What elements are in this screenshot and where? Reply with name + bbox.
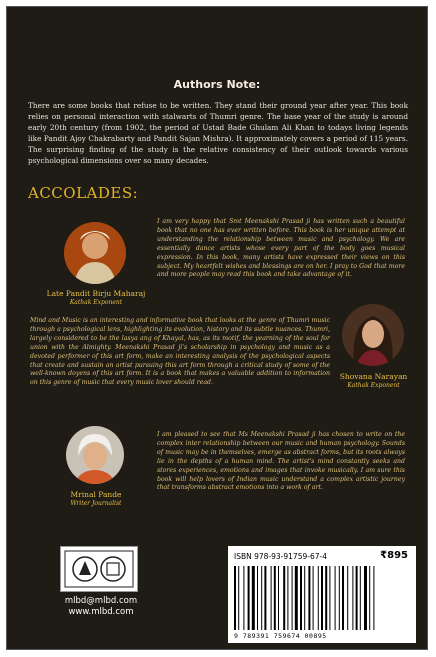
isbn-label: ISBN 978-93-91759-67-4 [234, 552, 327, 561]
barcode-digits: 9 789391 759674 00895 [234, 632, 327, 640]
isbn-barcode-block [228, 546, 416, 643]
price-label: ₹895 [380, 550, 408, 561]
portrait-shovana-narayan [342, 304, 404, 366]
accolade-name-3: Mrinal Pande [70, 490, 122, 499]
accolades-heading: ACCOLADES: [28, 184, 139, 202]
accolade-role-2: Kathak Exponent [347, 382, 400, 389]
accolade-quote-1: I am very happy that Smt Meenakshi Prasad ji has written such a beautiful book that no one has ever written before. This book is her unique attempt at understanding the relationship between music and psychology. We are essentially dance artists whose every part of the body goes musical expression. In this book, many artists have expressed their views on this subject. My heartfelt wishes and blessings are on her. I pray to God that more and more people may read this book and take advantage of it. [157, 218, 405, 279]
authors-note-body: There are some books that refuse to be written. They stand their ground year after year. This book relies on personal interaction with stalwarts of Thumri genre. The base year of the study is around early 20th century (from 1902, the period of Ustad Bade Ghulam Ali Khan to todays living legends like Pandit Ajoy Chakrabarty and Pandit Sajan Mishra). It approximately covers a period of 115 years. The surprising finding of the study is the relative consistency of their outlook towards various psychological dimensions over so many decades. [28, 101, 408, 165]
portrait-mrinal-pande [66, 426, 124, 484]
publisher-email: mlbd@mlbd.com [64, 596, 138, 606]
book-back-cover [6, 6, 428, 650]
accolade-role-1: Kathak Exponent [69, 299, 123, 306]
accolade-quote-3: I am pleased to see that Ms Meenakshi Prasad ji has chosen to write on the complex inter relationship between our music and human psychology. Sounds of music may be in themselves, emerge as abstract forms, but its roots always lie in the depths of a human mind. The artist's mind constantly seeks and stores experiences, emotions and images that invoke musically. I am sure this book will help lovers of Indian music understand a complex artistic journey that transforms abstract emotions into a work of art. [157, 431, 405, 492]
accolade-name-2: Shovana Narayan [339, 372, 408, 381]
authors-note-title: Authors Note: [173, 78, 261, 91]
accolade-name-1: Late Pandit Birju Maharaj [46, 289, 146, 298]
accolade-role-3: Writer Journalist [70, 500, 122, 507]
publisher-website: www.mlbd.com [68, 607, 134, 617]
barcode-bars [234, 566, 410, 630]
accolade-quote-2: Mind and Music is an interesting and informative book that looks at the genre of Thumri music through a psychological lens, highlighting its evolution, history and its subtle nuances. Thumri, largely considered to be the lasya ang of Khayal, has, as its motif, the yearning of the soul for union with the Almighty. Meenakshi Prasad ji's scholarship in psychology and music as a devoted performer of this art form, make an interesting analysis of the psychological aspects that create and sustain an artist pursuing this art form through a critical study of some of the well-known doyens of this art form. It is a book that makes a valuable addition to information on this genre of music that every music lover should read. [30, 317, 330, 387]
publisher-logo [60, 546, 138, 592]
portrait-birju-maharaj [64, 222, 126, 284]
